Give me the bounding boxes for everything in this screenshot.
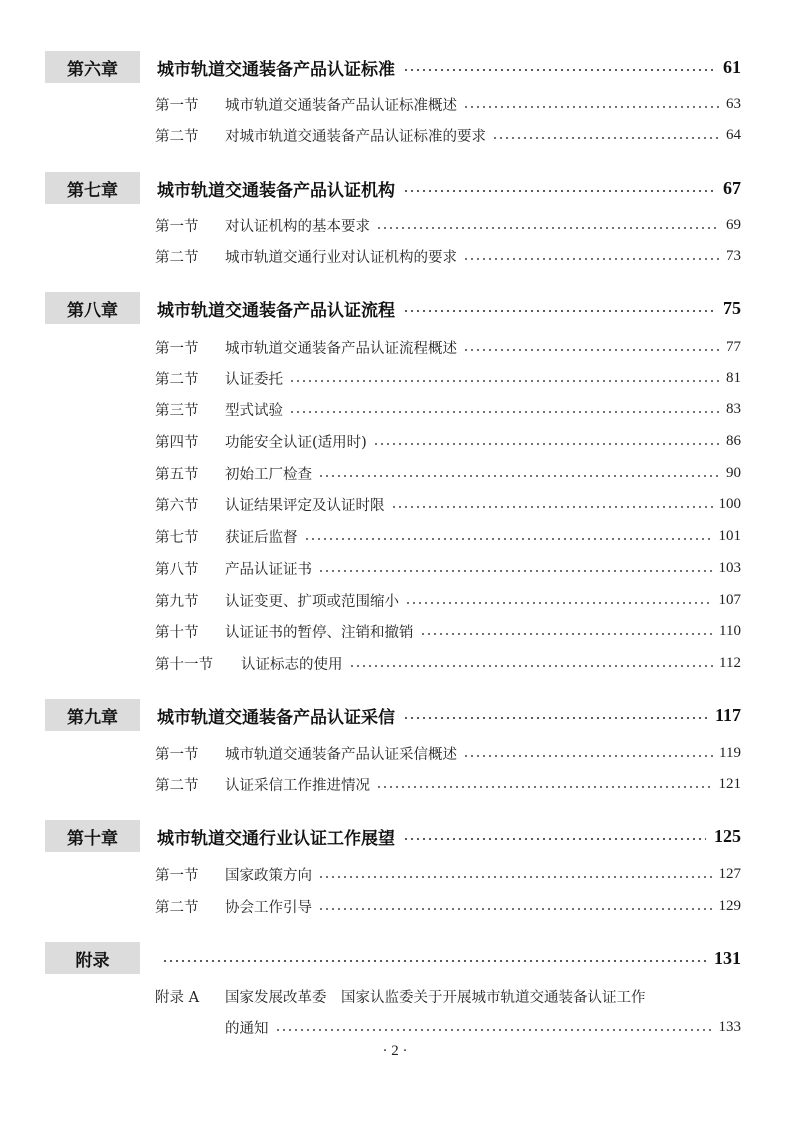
section-number: 第九节 (155, 593, 199, 610)
chapter-row[interactable] (45, 698, 741, 732)
chapter-number: 第八章 (45, 292, 140, 324)
section-title: 认证变更、扩项或范围缩小 (225, 593, 399, 610)
section-number: 第二节 (155, 128, 199, 145)
chapter-page-number: 67 (723, 177, 741, 198)
chapter-title: 城市轨道交通装备产品认证机构 (157, 180, 395, 201)
section-number: 第一节 (155, 97, 199, 114)
section-page-number: 69 (726, 216, 741, 233)
section-row[interactable] (155, 650, 741, 676)
leader-dots (403, 190, 715, 192)
leader-dots (376, 786, 713, 788)
leader-dots (403, 310, 715, 312)
section-page-number: 73 (726, 247, 741, 264)
leader-dots (349, 665, 714, 667)
section-row[interactable] (155, 491, 741, 517)
section-number: 第六节 (155, 497, 199, 514)
chapter-title: 城市轨道交通装备产品认证流程 (157, 300, 395, 321)
section-row[interactable] (155, 740, 741, 766)
section-row[interactable] (155, 212, 741, 238)
appendix-label: 附录 (45, 942, 140, 974)
chapter-page-number: 75 (723, 297, 741, 318)
leader-dots (318, 908, 713, 910)
section-title: 城市轨道交通行业对认证机构的要求 (225, 249, 457, 266)
leader-dots (289, 380, 720, 382)
section-page-number: 107 (718, 591, 741, 608)
section-number: 第二节 (155, 777, 199, 794)
leader-dots (403, 838, 706, 840)
leader-dots (405, 602, 713, 604)
chapter-title: 城市轨道交通行业认证工作展望 (157, 828, 395, 849)
section-number: 第二节 (155, 371, 199, 388)
section-row[interactable] (155, 460, 741, 486)
section-title: 国家政策方向 (225, 867, 312, 884)
chapter-number: 第六章 (45, 51, 140, 83)
section-page-number: 81 (726, 369, 741, 386)
section-page-number: 83 (726, 400, 741, 417)
chapter-page-number: 61 (723, 56, 741, 77)
leader-dots (463, 755, 713, 757)
section-page-number: 103 (718, 559, 741, 576)
chapter-row[interactable] (45, 291, 741, 325)
section-number: 第一节 (155, 746, 199, 763)
chapter-title: 城市轨道交通装备产品认证标准 (157, 59, 395, 80)
chapter-page-number: 125 (714, 825, 741, 846)
section-page-number: 86 (726, 432, 741, 449)
appendix-row[interactable] (45, 941, 741, 975)
page-number-footer: · 2 · (382, 1043, 408, 1059)
section-page-number: 64 (726, 126, 741, 143)
leader-dots (463, 349, 720, 351)
leader-dots (463, 106, 720, 108)
chapter-page-number: 117 (714, 704, 741, 725)
section-number: 第七节 (155, 529, 199, 546)
section-row[interactable] (155, 91, 741, 117)
section-number: 第一节 (155, 867, 199, 884)
section-page-number: 121 (718, 775, 741, 792)
section-row[interactable] (155, 396, 741, 422)
section-row[interactable] (155, 771, 741, 797)
chapter-number: 第七章 (45, 172, 140, 204)
section-page-number: 63 (726, 95, 741, 112)
section-title: 对认证机构的基本要求 (225, 218, 370, 235)
chapter-row[interactable] (45, 171, 741, 205)
section-number: 第五节 (155, 466, 199, 483)
section-row[interactable] (155, 861, 741, 887)
leader-dots (463, 258, 720, 260)
chapter-number: 第十章 (45, 820, 140, 852)
chapter-row[interactable] (45, 50, 741, 84)
section-page-number: 101 (718, 527, 741, 544)
section-title: 城市轨道交通装备产品认证流程概述 (225, 340, 457, 357)
appendix-item-title: 国家发展改革委 国家认监委关于开展城市轨道交通装备认证工作 (225, 989, 646, 1006)
section-row[interactable] (155, 893, 741, 919)
leader-dots (289, 411, 720, 413)
section-row[interactable] (155, 618, 741, 644)
section-title: 协会工作引导 (225, 899, 312, 916)
section-title: 型式试验 (225, 402, 283, 419)
section-page-number: 112 (719, 654, 741, 671)
leader-dots (403, 69, 715, 71)
section-row[interactable] (155, 428, 741, 454)
section-row[interactable] (155, 122, 741, 148)
section-number: 第四节 (155, 434, 199, 451)
section-title: 获证后监督 (225, 529, 298, 546)
leader-dots (318, 876, 713, 878)
section-row[interactable] (155, 365, 741, 391)
section-number: 第三节 (155, 402, 199, 419)
section-title: 城市轨道交通装备产品认证标准概述 (225, 97, 457, 114)
leader-dots (376, 227, 720, 229)
section-page-number: 100 (718, 495, 741, 512)
section-title: 认证采信工作推进情况 (225, 777, 370, 794)
section-title: 认证标志的使用 (241, 656, 343, 673)
leader-dots (318, 475, 720, 477)
section-row[interactable] (155, 587, 741, 613)
section-title: 初始工厂检查 (225, 466, 312, 483)
leader-dots (162, 960, 706, 962)
chapter-number: 第九章 (45, 699, 140, 731)
section-title: 对城市轨道交通装备产品认证标准的要求 (225, 128, 486, 145)
section-number: 第一节 (155, 340, 199, 357)
section-title: 功能安全认证(适用时) (225, 434, 367, 451)
section-page-number: 77 (726, 338, 741, 355)
section-title: 认证委托 (225, 371, 283, 388)
section-row[interactable] (155, 334, 741, 360)
leader-dots (304, 538, 713, 540)
section-number: 第十节 (155, 624, 199, 641)
leader-dots (492, 137, 720, 139)
section-page-number: 127 (718, 865, 741, 882)
section-page-number: 129 (718, 897, 741, 914)
section-title: 认证证书的暂停、注销和撤销 (225, 624, 414, 641)
appendix-item-page-number: 133 (718, 1018, 741, 1035)
leader-dots (275, 1029, 713, 1031)
appendix-item[interactable] (155, 983, 741, 1009)
section-number: 第一节 (155, 218, 199, 235)
leader-dots (420, 633, 714, 635)
chapter-row[interactable] (45, 819, 741, 853)
leader-dots (403, 717, 707, 719)
section-title: 城市轨道交通装备产品认证采信概述 (225, 746, 457, 763)
section-page-number: 90 (726, 464, 741, 481)
appendix-page-number: 131 (714, 947, 741, 968)
section-number: 第二节 (155, 249, 199, 266)
section-row[interactable] (155, 243, 741, 269)
appendix-item-continued[interactable] (225, 1014, 741, 1040)
appendix-item-title-continued: 的通知 (225, 1020, 269, 1037)
leader-dots (318, 570, 713, 572)
appendix-item-number: 附录 A (155, 989, 200, 1006)
section-row[interactable] (155, 523, 741, 549)
section-number: 第二节 (155, 899, 199, 916)
section-row[interactable] (155, 555, 741, 581)
section-number: 第八节 (155, 561, 199, 578)
section-page-number: 119 (719, 744, 741, 761)
section-number: 第十一节 (155, 656, 213, 673)
section-page-number: 110 (719, 622, 741, 639)
section-title: 认证结果评定及认证时限 (225, 497, 385, 514)
leader-dots (373, 443, 720, 445)
chapter-title: 城市轨道交通装备产品认证采信 (157, 707, 395, 728)
section-title: 产品认证证书 (225, 561, 312, 578)
leader-dots (391, 506, 713, 508)
